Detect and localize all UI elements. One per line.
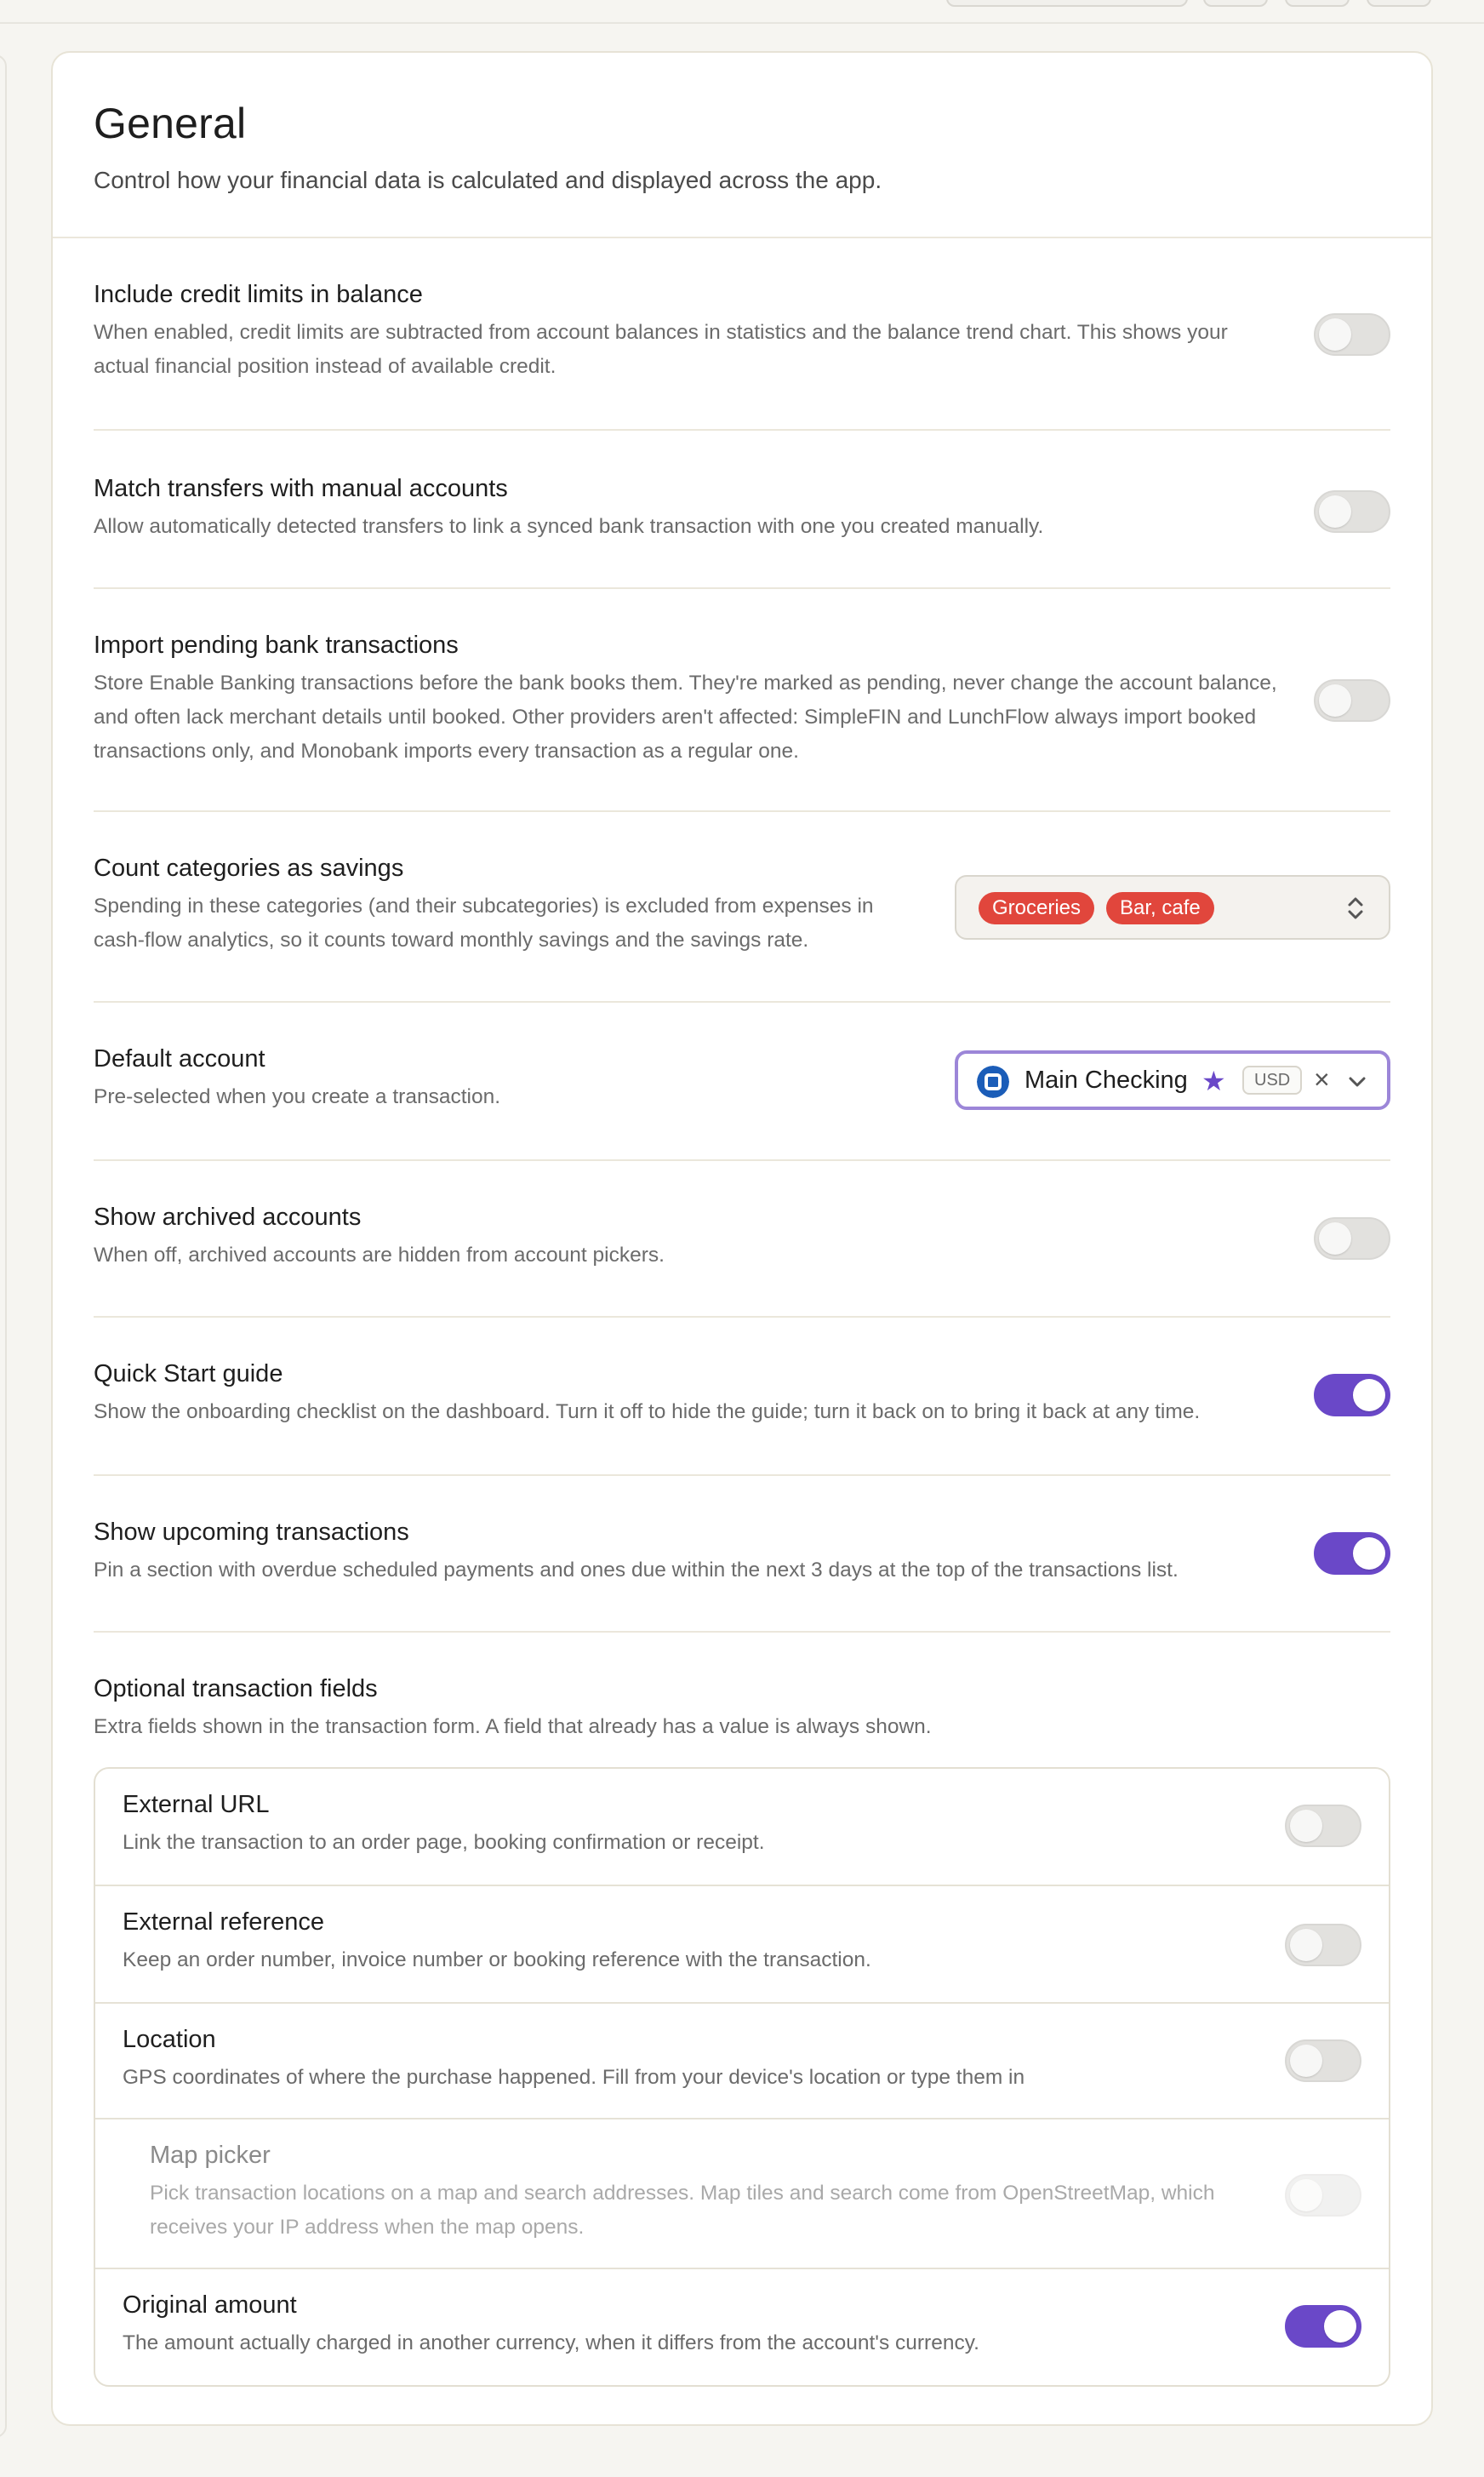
setting-description: Store Enable Banking transactions before the bank books them. They're marked as pending, never change the account balance, and often lack merchant details until booked. Other providers aren't affected: SimpleFIN and LunchFlow always import booked transactions only, and Monobank imports every transaction as a regular one. xyxy=(94,672,1277,763)
setting-description: When off, archived accounts are hidden from account pickers. xyxy=(94,1244,665,1267)
optional-field-external-reference xyxy=(95,1886,1389,2004)
map-picker-toggle xyxy=(1285,2174,1361,2217)
field-description: The amount actually charged in another currency, when it differs from the account's currency. xyxy=(123,2331,979,2354)
chevron-up-down-icon xyxy=(1346,894,1365,923)
toolbar-button[interactable] xyxy=(1285,0,1350,7)
setting-title: Default account xyxy=(94,1045,265,1073)
credit-limits-toggle[interactable] xyxy=(1314,313,1390,356)
show-archived-toggle[interactable] xyxy=(1314,1217,1390,1260)
location-toggle[interactable] xyxy=(1285,2039,1361,2082)
setting-title: Quick Start guide xyxy=(94,1360,283,1387)
category-chip[interactable]: Groceries xyxy=(979,892,1094,924)
setting-description: Extra fields shown in the transaction form. A field that already has a value is always shown. xyxy=(94,1715,932,1738)
field-description: Pick transaction locations on a map and search addresses. Map tiles and search come from OpenStreetMap, which receives your IP address when the map opens. xyxy=(150,2182,1215,2239)
import-pending-toggle[interactable] xyxy=(1314,679,1390,722)
setting-description: Allow automatically detected transfers to link a synced bank transaction with one you created manually. xyxy=(94,515,1044,538)
field-title: Original amount xyxy=(123,2291,297,2319)
page-title: General xyxy=(94,100,247,147)
setting-title: Optional transaction fields xyxy=(94,1675,378,1702)
savings-categories-select[interactable] xyxy=(955,875,1390,940)
setting-optional-fields xyxy=(94,1633,1390,2426)
setting-quick-start xyxy=(94,1318,1390,1476)
external-url-toggle[interactable] xyxy=(1285,1805,1361,1847)
setting-import-pending xyxy=(94,589,1390,812)
default-account-select[interactable] xyxy=(955,1050,1390,1110)
optional-fields-list xyxy=(94,1767,1390,2387)
field-description: Keep an order number, invoice number or booking reference with the transaction. xyxy=(123,1948,871,1971)
setting-description: Pre-selected when you create a transaction. xyxy=(94,1085,501,1108)
setting-default-account xyxy=(94,1003,1390,1161)
setting-title: Import pending bank transactions xyxy=(94,632,459,659)
field-title: Location xyxy=(123,2026,216,2053)
setting-title: Show archived accounts xyxy=(94,1204,362,1231)
sidebar-panel-edge xyxy=(0,54,7,2438)
optional-field-external-url xyxy=(95,1769,1389,1886)
setting-upcoming-transactions xyxy=(94,1476,1390,1633)
field-title: Map picker xyxy=(150,2142,271,2169)
general-settings-card xyxy=(51,51,1433,2426)
setting-count-categories-savings xyxy=(94,812,1390,1003)
field-title: External reference xyxy=(123,1908,324,1936)
field-title: External URL xyxy=(123,1791,270,1818)
toolbar-select[interactable] xyxy=(946,0,1188,7)
setting-match-transfers xyxy=(94,431,1390,589)
field-description: GPS coordinates of where the purchase happened. Fill from your device's location or type them in xyxy=(123,2066,1025,2089)
currency-badge: USD xyxy=(1242,1066,1302,1095)
setting-description: Spending in these categories (and their subcategories) is excluded from expenses in cash-flow analytics, so it counts toward monthly savings and the savings rate. xyxy=(94,895,874,952)
setting-title: Match transfers with manual accounts xyxy=(94,475,508,502)
match-transfers-toggle[interactable] xyxy=(1314,490,1390,533)
upcoming-transactions-toggle[interactable] xyxy=(1314,1532,1390,1575)
setting-include-credit-limits xyxy=(94,238,1390,431)
optional-field-location xyxy=(95,2004,1389,2119)
bank-icon xyxy=(977,1066,1009,1098)
clear-icon[interactable]: × xyxy=(1314,1064,1330,1095)
toolbar-button[interactable] xyxy=(1367,0,1431,7)
chevron-down-icon[interactable] xyxy=(1348,1073,1367,1091)
setting-description: Pin a section with overdue scheduled payments and ones due within the next 3 days at the top of the transactions list. xyxy=(94,1559,1179,1582)
card-header xyxy=(53,53,1431,238)
optional-field-map-picker xyxy=(95,2119,1389,2269)
setting-show-archived xyxy=(94,1161,1390,1318)
setting-title: Include credit limits in balance xyxy=(94,281,423,308)
external-reference-toggle[interactable] xyxy=(1285,1924,1361,1966)
setting-title: Count categories as savings xyxy=(94,855,404,882)
field-description: Link the transaction to an order page, booking confirmation or receipt. xyxy=(123,1831,765,1854)
setting-description: Show the onboarding checklist on the dashboard. Turn it off to hide the guide; turn it back on to bring it back at any time. xyxy=(94,1400,1201,1423)
star-icon[interactable]: ★ xyxy=(1201,1066,1226,1096)
setting-description: When enabled, credit limits are subtracted from account balances in statistics and the balance trend chart. This shows your actual financial position instead of available credit. xyxy=(94,321,1228,378)
quick-start-toggle[interactable] xyxy=(1314,1374,1390,1416)
page-subtitle: Control how your financial data is calculated and displayed across the app. xyxy=(94,167,882,193)
setting-title: Show upcoming transactions xyxy=(94,1519,409,1546)
toolbar-button[interactable] xyxy=(1203,0,1268,7)
category-chip[interactable]: Bar, cafe xyxy=(1106,892,1214,924)
top-bar xyxy=(0,0,1484,24)
original-amount-toggle[interactable] xyxy=(1285,2305,1361,2348)
optional-field-original-amount xyxy=(95,2269,1389,2385)
account-name: Main Checking xyxy=(1025,1067,1188,1094)
